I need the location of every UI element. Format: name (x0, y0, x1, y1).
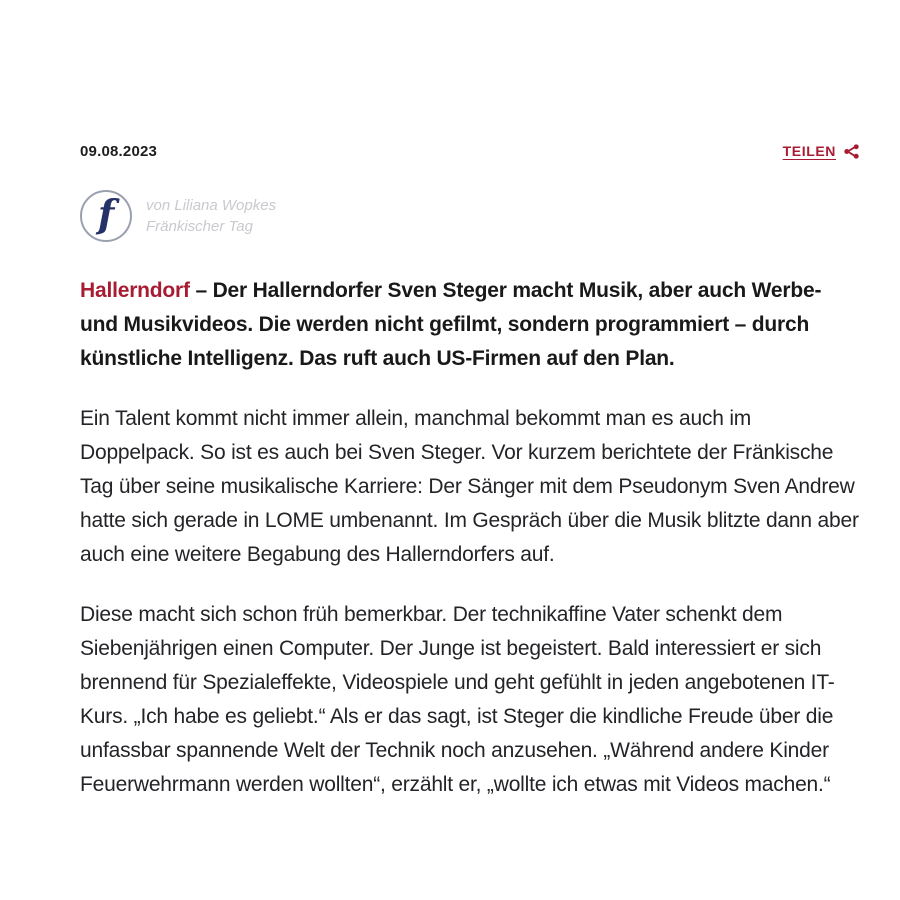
article-meta-row (80, 140, 860, 162)
byline-publication: Fränkischer Tag (146, 218, 253, 235)
body-paragraph-2: Diese macht sich schon früh bemerkbar. Der technikaffine Vater schenkt dem Siebenjährigen einen Computer. Der Junge ist begeistert. Bald interessiert er sich brennend für Spezialeffekte, Videospiele und geht gefühlt in jeden angebotenen IT-Kurs. „Ich habe es geliebt.“ Als er das sagt, ist Steger die kindliche Freude über die unfassbar spannende Welt der Technik noch anzusehen. „Während andere Kinder Feuerwehrmann werden wollten“, erzählt er, „wollte ich etwas mit Videos machen.“ (80, 603, 835, 796)
lead-text: – Der Hallerndorfer Sven Steger macht Musik, aber auch Werbe- und Musikvideos. Die werden nicht gefilmt, sondern programmiert – durch künstliche Intelligenz. Das ruft auch US-Firmen auf den Plan. (80, 279, 822, 370)
lead-location: Hallerndorf (80, 279, 190, 302)
byline-row (80, 188, 860, 244)
share-button[interactable] (783, 143, 860, 160)
article-content (80, 140, 860, 802)
body-paragraph-1: Ein Talent kommt nicht immer allein, manchmal bekommt man es auch im Doppelpack. So ist es auch bei Sven Steger. Vor kurzem berichtete der Fränkische Tag über seine musikalische Karriere: Der Sänger mit dem Pseudonym Sven Andrew hatte sich gerade in LOME umbenannt. Im Gespräch über die Musik blitzte dann aber auch eine weitere Begabung des Hallerndorfers auf. (80, 407, 859, 566)
byline-text (146, 195, 276, 237)
publish-date: 09.08.2023 (80, 142, 158, 160)
byline-author: von Liliana Wopkes (146, 197, 277, 214)
share-nodes-icon (843, 143, 860, 160)
share-button-label: TEILEN (782, 143, 836, 159)
publisher-logo-letter: f (97, 191, 115, 236)
lead-paragraph (80, 274, 860, 376)
publisher-logo-icon (80, 190, 132, 242)
